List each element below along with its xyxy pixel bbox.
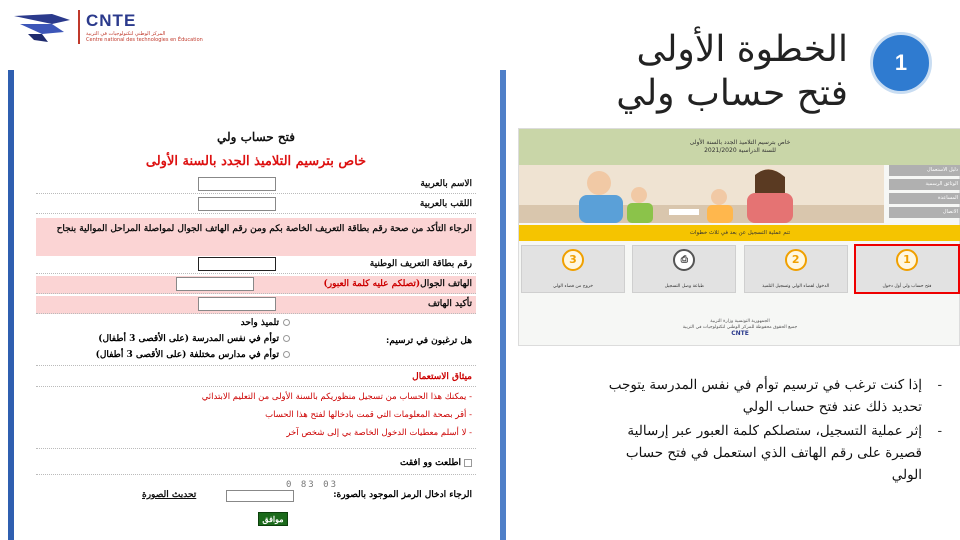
tile-print-receipt[interactable] (632, 245, 736, 293)
mobile-note: (تصلكم عليه كلمة العبور) (323, 279, 421, 289)
option-single-child[interactable] (241, 318, 290, 328)
logo-subtitle-fr: Centre national des technologies en Éducation (86, 37, 203, 43)
site-notice-bar: تتم عملية التسجيل عن بعد في ثلاث خطوات (519, 225, 960, 241)
option-twins-same-school[interactable] (98, 334, 290, 344)
mobile-label: الهاتف الجوال (420, 279, 472, 289)
checkbox-icon[interactable] (464, 459, 472, 467)
first-name-input[interactable] (198, 177, 276, 191)
mobile-row (36, 276, 476, 294)
site-header (519, 129, 960, 165)
charter-line: - يمكنك هذا الحساب من تسجيل منظوريكم بالسنة الأولى من التعليم الابتدائي (201, 392, 472, 402)
tile-caption: فتح حساب ولي أول دخول (882, 284, 932, 289)
mobile-input[interactable] (176, 277, 254, 291)
id-warning: الرجاء التأكد من صحة رقم بطاقة التعريف الخاصة بكم ومن رقم الهاتف الجوال لمواصلة المراحل الموالية بنجاح (36, 218, 476, 256)
id-row (36, 256, 476, 274)
charter-line: - أقر بصحة المعلومات التي قمت بادخالها لفتح هذا الحساب (265, 410, 472, 420)
agree-label: اطلعت وو افقت (400, 458, 461, 468)
instructions-list (594, 374, 944, 488)
slide-title (616, 28, 848, 116)
last-name-row (36, 196, 476, 214)
first-name-row (36, 176, 476, 194)
last-name-label: اللقب بالعربية (419, 199, 472, 209)
menu-item[interactable]: المساعدة (889, 193, 960, 204)
footer-logo: CNTE (731, 330, 749, 337)
divider (36, 386, 476, 387)
confirm-mobile-label: تأكيد الهاتف (427, 299, 472, 309)
step-1-badge: 1 (896, 249, 918, 271)
confirm-mobile-row (36, 296, 476, 314)
instruction-item: - إثر عملية التسجيل، ستصلكم كلمة العبور عبر إرسالية قصيرة على رقم الهاتف الذي استعمل في فتح حساب الولي (594, 420, 944, 486)
step-3-badge: 3 (562, 249, 584, 271)
option-twins-different-schools[interactable] (96, 350, 290, 360)
title-line-2: فتح حساب ولي (616, 73, 848, 114)
printer-icon: ⎙ (673, 249, 695, 271)
captcha-image: 03 83 0 (286, 480, 338, 490)
site-header-line-1: خاص بترسيم التلاميذ الجدد بالسنة الأولى (689, 139, 791, 146)
parent-account-form (36, 70, 476, 540)
tile-caption: خروج من فضاء الولي (552, 284, 594, 289)
site-header-line-2: للسنة الدراسية 2021/2020 (704, 147, 776, 154)
divider (36, 448, 476, 449)
menu-item[interactable]: الاتصال (889, 207, 960, 218)
form-title: فتح حساب ولي (217, 130, 295, 144)
site-footer (519, 319, 960, 337)
site-menu (889, 165, 960, 223)
logo-subtitle-ar: المركز الوطني لتكنولوجيات في التربية (86, 31, 166, 37)
menu-item[interactable]: الوثائق الرسمية (889, 179, 960, 190)
radio-icon[interactable] (283, 335, 290, 342)
captcha-input[interactable] (226, 490, 294, 502)
logo-text (86, 11, 203, 43)
first-name-label: الاسم بالعربية (420, 179, 472, 189)
form-screenshot (8, 70, 506, 540)
option-label: تلميذ واحد (240, 318, 279, 328)
registration-type-group (36, 316, 476, 366)
radio-icon[interactable] (283, 319, 290, 326)
tile-caption: طباعة وصل التسجيل (664, 284, 704, 289)
tile-open-account[interactable] (855, 245, 959, 293)
option-label: توأم في نفس المدرسة (على الأقصى 3 أطفال) (98, 334, 279, 344)
website-screenshot (518, 128, 960, 346)
charter-title: ميثاق الاستعمال (412, 372, 472, 382)
logo-name: CNTE (86, 11, 137, 30)
tile-caption: الدخول لفضاء الولي وتسجيل التلميذ (762, 284, 830, 289)
mobile-label-wrap (324, 279, 473, 289)
id-label: رقم بطاقة التعريف الوطنية (369, 259, 472, 269)
footer-line-1: الجمهورية التونسية وزارة التربية (710, 319, 770, 324)
captcha-label: الرجاء ادخال الرمز الموجود بالصورة: (333, 490, 472, 500)
step-tiles (519, 245, 960, 295)
last-name-input[interactable] (198, 197, 276, 211)
agree-checkbox-row[interactable] (400, 458, 472, 468)
family-banner-image (519, 165, 884, 223)
submit-button[interactable]: موافق (258, 512, 288, 526)
charter-line: - لا أسلم معطيات الدخول الخاصة بي إلى شخص آخر (286, 428, 472, 438)
form-subtitle: خاص بترسيم التلاميذ الجدد بالسنة الأولى (145, 154, 367, 169)
family-illustration-icon (519, 165, 884, 223)
cnte-bird-icon (12, 10, 72, 44)
radio-icon[interactable] (283, 351, 290, 358)
divider (36, 474, 476, 475)
step-number-badge: 1 (870, 32, 932, 94)
confirm-mobile-input[interactable] (198, 297, 276, 311)
logo-separator (78, 10, 80, 44)
footer-line-2: جميع الحقوق محفوظة للمركز الوطني لتكنولوجيات في التربية (682, 325, 798, 330)
title-line-1: الخطوة الأولى (636, 29, 848, 70)
instruction-item: - إذا كنت ترغب في ترسيم توأم في نفس المدرسة يتوجب تحديد ذلك عند فتح حساب الولي (594, 374, 944, 418)
id-input[interactable] (198, 257, 276, 271)
tile-logout[interactable] (521, 245, 625, 293)
refresh-captcha-link[interactable]: تحديث الصورة (142, 490, 197, 500)
registration-type-question: هل ترغبون في ترسيم: (386, 336, 472, 346)
tile-parent-space[interactable] (744, 245, 848, 293)
menu-item[interactable]: دليل الاستعمال (889, 165, 960, 176)
step-2-badge: 2 (785, 249, 807, 271)
cnte-logo (12, 10, 203, 44)
option-label: توأم في مدارس مختلفة (على الأقصى 3 أطفال) (95, 350, 279, 360)
